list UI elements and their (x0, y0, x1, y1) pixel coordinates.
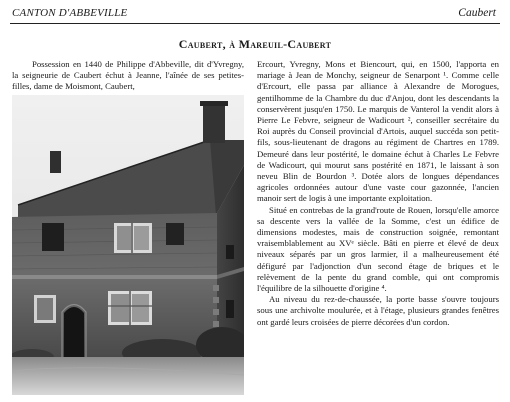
left-column (12, 59, 244, 93)
section-title: Caubert, à Mareuil-Caubert (178, 37, 332, 51)
right-paragraph-1: Ercourt, Yvregny, Mons et Biencourt, qui, en 1500, l'apporta en mariage à Jean de Monchy, seigneur de Senarpont ¹. Comme celle d'Ercourt, elle passa par alliance à Alexandre de Morogues, gentilhomme de la Chambre du duc d'Anjou, dont les descendants la conservèrent jusqu'en 1750. Le marquis de Vanterol la vendit alors à Pierre Le Febvre, seigneur de Wadicourt ², conseiller secrétaire du Roi auprès du Conseil provincial d'Artois, auquel succéda son petit-fils, sous-lieutenant de dragons au régiment de Chartres en 1789. Demeuré dans leur postérité, le domaine échut à Charles Le Febvre de Wadicourt, qui mourut sans postérité en 1871, le laissant à son neveu Blin de Bourdon ³. Dotée alors de longues dépendances agricoles ordonnées autour d'une vaste cour gazonnée, l'ancien manoir sert de logis à une importante exploitation. (257, 59, 499, 204)
running-header-left: CANTON D'ABBEVILLE (12, 7, 128, 19)
running-header-right: Caubert (458, 7, 496, 19)
right-paragraph-3: Au niveau du rez-de-chaussée, la porte basse s'ouvre toujours sous une archivolte moulurée, et à l'étage, plusieurs grandes fenêtres ont gardé leurs croisées de pierre décorées d'un cordon. (257, 294, 499, 327)
left-paragraph: Possession en 1440 de Philippe d'Abbeville, dit d'Yvregny, la seigneurie de Caubert échut à Jeanne, l'aînée de ses petites-filles, dame de Moismont, Caubert, (12, 59, 244, 92)
right-paragraph-2: Situé en contrebas de la grand'route de Rouen, lorsqu'elle amorce sa descente vers la vallée de la Somme, c'est un édifice de dimensions modestes, mais de construction soignée, remontant vraisemblablement au XVᵉ siècle. Bâti en pierre et élevé de deux niveaux séparés par un gros larmier, il a malheureusement été défiguré par l'adjonction d'un second étage de briques et le relèvement de la pente du grand comble, qui ont compromis l'équilibre de la silhouette d'origine ⁴. (257, 204, 499, 294)
manor-photograph (12, 95, 244, 395)
header-rule (10, 23, 500, 24)
right-column (257, 59, 499, 328)
